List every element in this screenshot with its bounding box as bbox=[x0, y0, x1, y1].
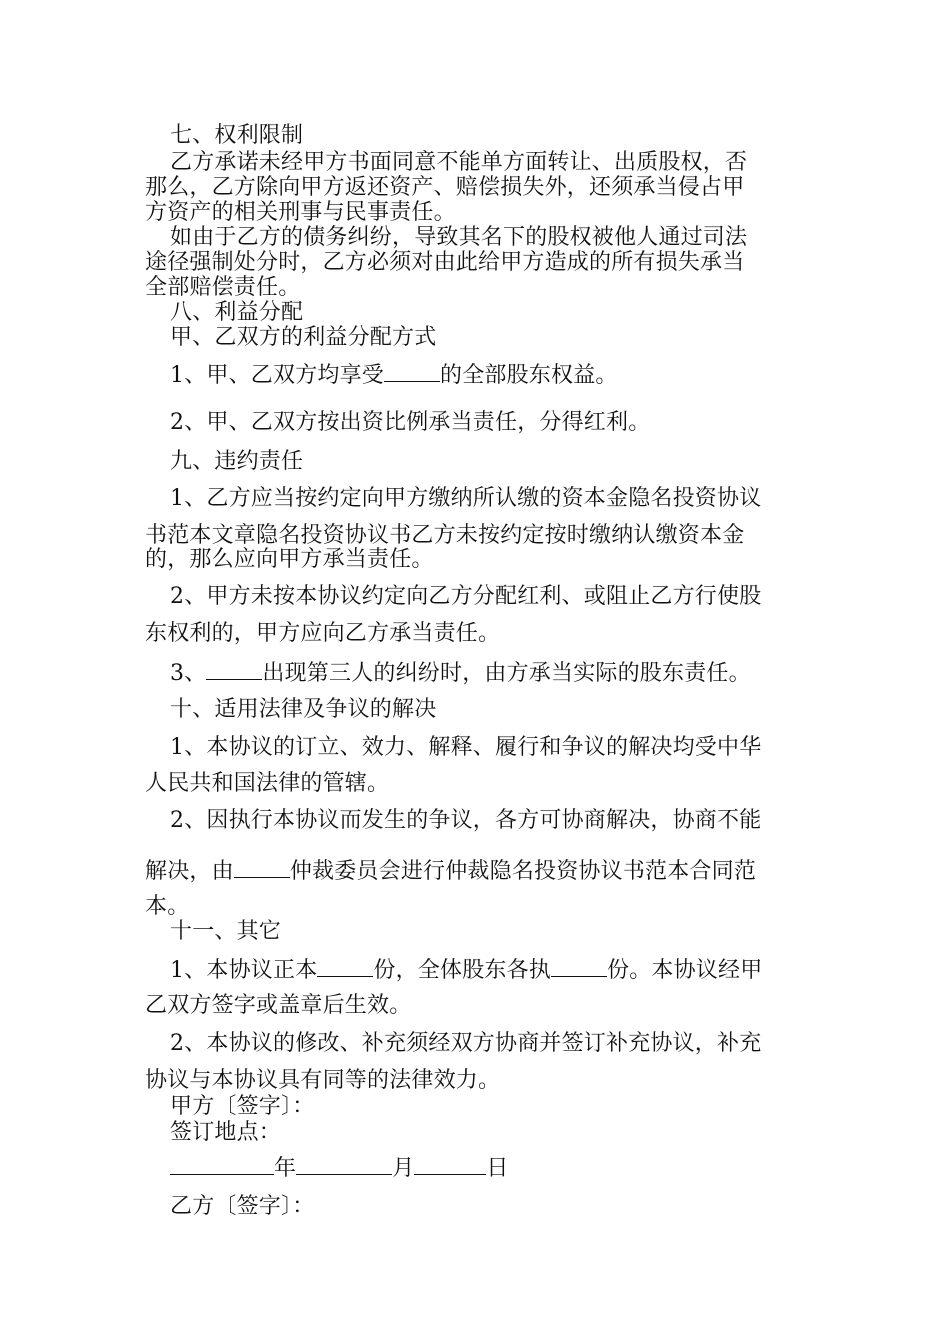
section-7-p1-line2: 那么，乙方除向甲方返还资产、赔偿损失外，还须承当侵占甲 bbox=[145, 175, 745, 200]
blank-field-day bbox=[414, 1154, 486, 1175]
section-9-item1-line3: 的，那么应向甲方承当责任。 bbox=[145, 547, 434, 572]
blank-field-month bbox=[296, 1154, 392, 1175]
section-8-item1-post: 的全部股东权益。 bbox=[440, 363, 618, 388]
section-11-item1-line2: 乙双方签字或盖章后生效。 bbox=[145, 993, 412, 1018]
section-10-item2-pre: 解决，由 bbox=[145, 859, 234, 884]
section-9-item2-line1: 2、甲方未按本协议约定向乙方分配红利、或阻止乙方行使股 bbox=[170, 584, 762, 609]
section-10-heading: 十、适用法律及争议的解决 bbox=[170, 697, 437, 722]
section-11-item2-line1: 2、本协议的修改、补充须经双方协商并签订补充协议，补充 bbox=[170, 1031, 762, 1056]
section-7-p2-line2: 途径强制处分时，乙方必须对由此给甲方造成的所有损失承当 bbox=[145, 250, 745, 275]
section-7-p1-line3: 方资产的相关刑事与民事责任。 bbox=[145, 200, 456, 225]
date-month-label: 月 bbox=[392, 1156, 415, 1181]
section-11-heading: 十一、其它 bbox=[170, 919, 282, 944]
blank-field bbox=[384, 361, 440, 382]
blank-field bbox=[317, 956, 373, 977]
section-10-item2-post: 仲裁委员会进行仲裁隐名投资协议书范本合同范 bbox=[289, 859, 757, 884]
signature-party-a: 甲方〔签字〕： bbox=[170, 1094, 315, 1119]
section-9-heading: 九、违约责任 bbox=[170, 449, 304, 474]
blank-field bbox=[551, 956, 607, 977]
section-8-item2: 2、甲、乙双方按出资比例承当责任，分得红利。 bbox=[170, 410, 651, 435]
section-9-item2-line2: 东权利的，甲方应向乙方承当责任。 bbox=[145, 621, 501, 646]
blank-field bbox=[206, 659, 262, 680]
blank-field bbox=[234, 857, 290, 878]
section-10-item1-line1: 1、本协议的订立、效力、解释、履行和争议的解决均受中华 bbox=[170, 735, 762, 760]
signature-party-b: 乙方〔签字〕： bbox=[170, 1194, 315, 1219]
section-9-item1-line1: 1、乙方应当按约定向甲方缴纳所认缴的资本金隐名投资协议 bbox=[170, 486, 762, 511]
date-year-label: 年 bbox=[274, 1156, 297, 1181]
section-10-item1-line2: 人民共和国法律的管辖。 bbox=[145, 771, 390, 796]
signature-date bbox=[170, 1154, 810, 1182]
section-9-item1-line2: 书范本文章隐名投资协议书乙方未按约定按时缴纳认缴资本金 bbox=[145, 523, 745, 548]
section-9-item3-pre: 3、 bbox=[170, 661, 207, 686]
section-10-item2-line3: 本。 bbox=[145, 894, 190, 919]
section-7-p2-line3: 全部赔偿责任。 bbox=[145, 275, 301, 300]
section-11-item2-line2: 协议与本协议具有同等的法律效力。 bbox=[145, 1068, 501, 1093]
section-8-item1-pre: 1、甲、乙双方均享受 bbox=[170, 363, 384, 388]
section-10-item2-line2 bbox=[145, 857, 810, 885]
section-11-item1-pre: 1、本协议正本 bbox=[170, 958, 318, 983]
signature-place: 签订地点： bbox=[170, 1120, 282, 1145]
section-7-p1-line1: 乙方承诺未经甲方书面同意不能单方面转让、出质股权，否 bbox=[170, 150, 748, 175]
section-7-heading: 七、权利限制 bbox=[170, 123, 304, 148]
section-11-item1-mid: 份，全体股东各执 bbox=[373, 958, 552, 983]
section-9-item3-post: 出现第三人的纠纷时，由方承当实际的股东责任。 bbox=[262, 661, 751, 686]
date-day-label: 日 bbox=[486, 1156, 509, 1181]
section-8-item1 bbox=[170, 361, 810, 389]
section-8-heading: 八、利益分配 bbox=[170, 300, 304, 325]
section-11-item1-line1 bbox=[170, 956, 810, 984]
section-11-item1-post: 份。本协议经甲 bbox=[607, 958, 763, 983]
blank-field-year bbox=[170, 1154, 274, 1175]
section-10-item2-line1: 2、因执行本协议而发生的争议，各方可协商解决，协商不能 bbox=[170, 808, 762, 833]
section-8-intro: 甲、乙双方的利益分配方式 bbox=[170, 325, 437, 350]
section-9-item3 bbox=[170, 659, 810, 687]
section-7-p2-line1: 如由于乙方的债务纠纷，导致其名下的股权被他人通过司法 bbox=[170, 225, 748, 250]
